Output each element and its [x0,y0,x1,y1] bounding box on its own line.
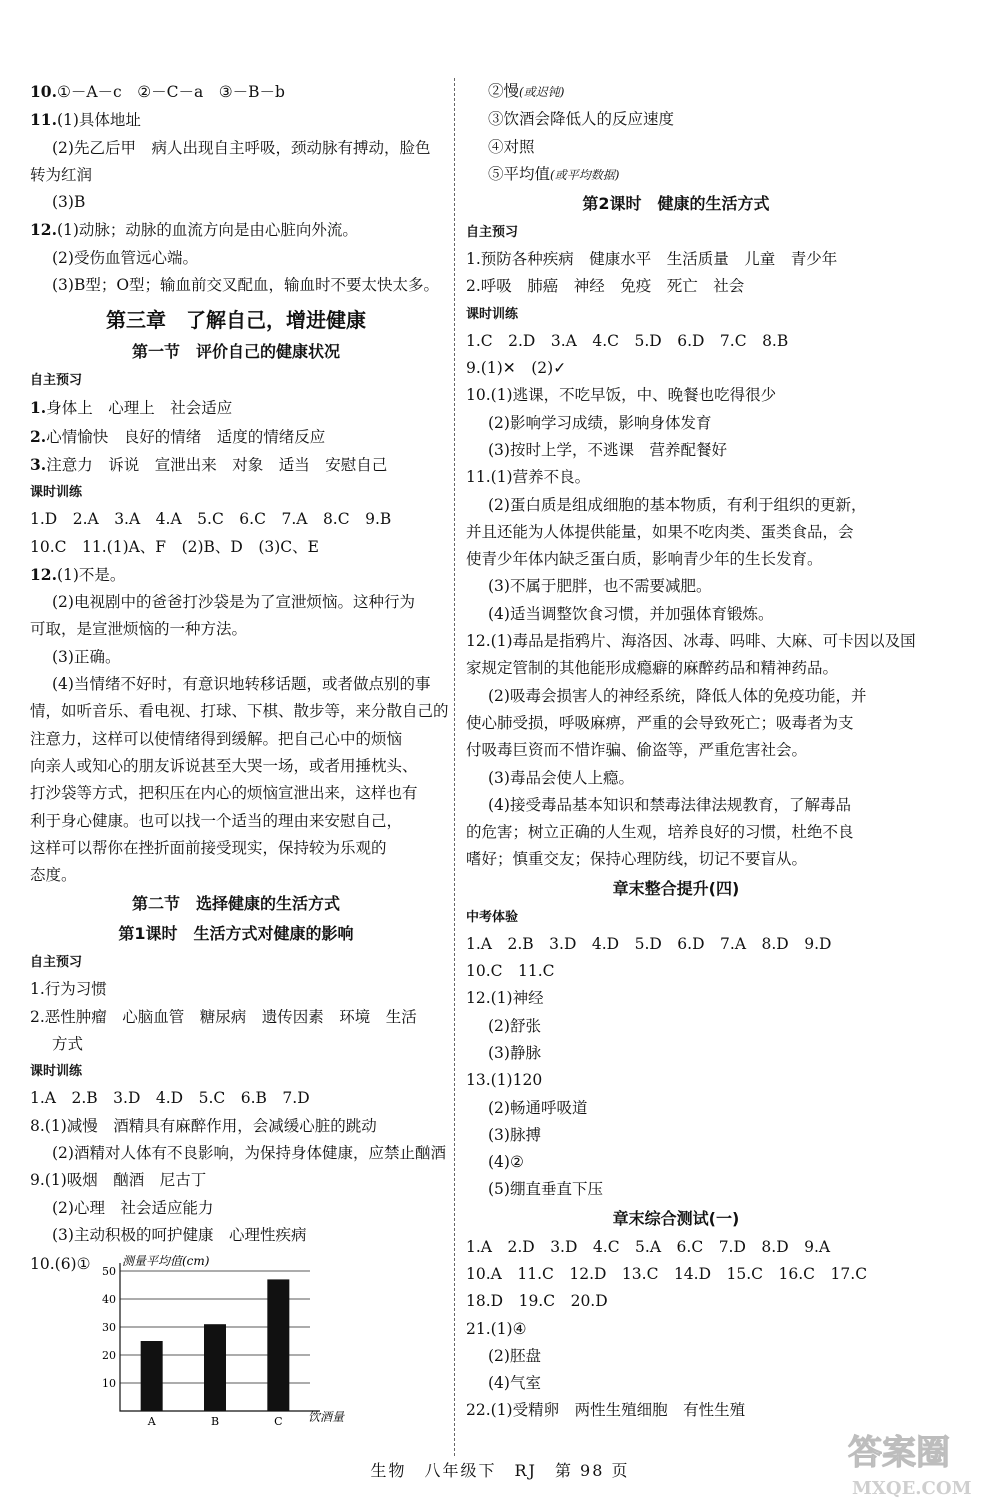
answer-line: 9.(1)吸烟 酗酒 尼古丁 [30,1171,207,1190]
answer-line: ④对照 [488,137,535,156]
answer-line: 使青少年体内缺乏蛋白质，影响青少年的生长发育。 [466,550,823,569]
x-axis-label: 饮酒量 [308,1410,345,1425]
section-title: 第一节 评价自己的健康状况 [131,342,340,362]
answer-line: 转为红润 [30,165,93,184]
answer-line: 态度。 [30,866,77,885]
x-tick-label: A [147,1415,156,1427]
answer-line: (3)按时上学，不逃课 营养配餐好 [488,440,727,459]
answer-line: 1.A 2.D 3.D 4.C 5.A 6.C 7.D 8.D 9.A [466,1237,831,1256]
answer-line: 1.行为习惯 [30,980,107,999]
y-tick-label: 50 [102,1265,116,1279]
bar-C [267,1279,289,1411]
lesson-title: 第2课时 健康的生活方式 [582,194,770,214]
answer-line: (3)毒品会使人上瘾。 [488,768,634,787]
right-column [466,78,916,1425]
answer-line: 1.A 2.B 3.D 4.D 5.D 6.D 7.A 8.D 9.D [466,934,832,953]
answer-line: 18.D 19.C 20.D [466,1292,608,1311]
answer-line: ②慢(或迟钝) [488,82,565,100]
answer-line: (4)气室 [488,1374,541,1393]
answer-line: (4)接受毒品基本知识和禁毒法律法规教育，了解毒品 [488,795,851,814]
y-axis-label: 测量平均值(cm) [122,1254,210,1269]
answer-line: 嗜好；慎重交友；保持心理防线，切记不要盲从。 [466,850,808,869]
left-column [30,78,449,1427]
answer-line: 13.(1)120 [466,1071,543,1090]
answer-line: (4)适当调整饮食习惯，并加强体育锻炼。 [488,604,774,623]
answer-line: (3)B [52,193,86,212]
answer-line: 付吸毒巨资而不惜诈骗、偷盗等，严重危害社会。 [466,741,808,760]
chapter-title: 第三章 了解自己，增进健康 [106,308,366,333]
answer-line: (3)静脉 [488,1043,541,1062]
answer-line: 22.(1)受精卵 两性生殖细胞 有性生殖 [466,1401,746,1420]
answer-line: (2)受伤血管远心端。 [52,248,198,267]
answer-line: (2)胚盘 [488,1346,541,1365]
answer-line: (4)当情绪不好时，有意识地转移话题，或者做点别的事 [52,675,431,694]
bar-chart-svg [90,1251,390,1426]
answer-line: (5)绷直垂直下压 [488,1180,603,1199]
answer-line: 1.C 2.D 3.A 4.C 5.D 6.D 7.C 8.B [466,331,789,350]
answer-line: 1.身体上 心理上 社会适应 [30,398,233,418]
section-title: 章末综合测试(一) [612,1208,740,1228]
answer-line: 12.(1)动脉；动脉的血流方向是由心脏向外流。 [30,220,358,240]
answer-line: (2)酒精对人体有不良影响，为保持身体健康，应禁止酗酒 [52,1143,446,1162]
answer-line: (3)不属于肥胖，也不需要减肥。 [488,577,712,596]
section-label: 中考体验 [466,909,519,925]
answer-line: 1.D 2.A 3.A 4.A 5.C 6.C 7.A 8.C 9.B [30,510,392,529]
answer-line: 10.(1)逃课，不吃早饭，中、晚餐也吃得很少 [466,386,777,405]
answer-line: (2)影响学习成绩，影响身体发育 [488,413,712,432]
answer-line: 打沙袋等方式，把积压在内心的烦恼宣泄出来，这样也有 [30,784,418,803]
answer-line: 8.(1)减慢 酒精具有麻醉作用，会减缓心脏的跳动 [30,1116,377,1135]
answer-line: (2)舒张 [488,1016,541,1035]
x-tick-label: C [274,1415,283,1427]
bar-A [141,1341,163,1411]
answer-line: 这样可以帮你在挫折面前接受现实，保持较为乐观的 [30,838,387,857]
answer-line: 的危害；树立正确的人生观，培养良好的习惯，杜绝不良 [466,823,854,842]
answer-line: 11.(1)具体地址 [30,110,141,130]
answer-line: (3)B型；O型；输血前交叉配血，输血时不要太快太多。 [52,276,440,295]
watermark-text: 答案圈 [848,1433,950,1473]
answer-line: 情，如听音乐、看电视、打球、下棋、散步等，来分散自己的 [30,702,449,721]
answer-line: 10.A 11.C 12.D 13.C 14.D 15.C 16.C 17.C [466,1264,868,1283]
answer-line: 并且还能为人体提供能量，如果不吃肉类、蛋类食品，会 [466,522,854,541]
answer-line: 2.心情愉快 良好的情绪 适度的情绪反应 [30,426,326,446]
answer-line: (2)电视剧中的爸爸打沙袋是为了宣泄烦恼。这种行为 [52,593,415,612]
question-label: 10.(6)① [30,1255,91,1274]
answer-line: 可取，是宣泄烦恼的一种方法。 [30,620,248,639]
section-title: 章末整合提升(四) [612,878,740,898]
answer-line: 10.①－A－c ②－C－a ③－B－b [30,82,285,101]
watermark-logo [842,1420,992,1500]
page-footer: 生物 八年级下 RJ 第 98 页 [370,1461,630,1480]
section-label: 课时训练 [30,485,83,501]
answer-line: 12.(1)毒品是指鸦片、海洛因、冰毒、吗啡、大麻、可卡因以及国 [466,632,916,651]
answer-line: 注意力，这样可以使情绪得到缓解。把自己心中的烦恼 [30,729,403,748]
answer-line: (2)先乙后甲 病人出现自主呼吸，颈动脉有搏动，脸色 [52,138,431,157]
answer-line: 12.(1)不是。 [30,564,126,584]
answer-line: 向亲人或知心的朋友诉说甚至大哭一场，或者用捶枕头、 [30,756,418,775]
answer-line: 11.(1)营养不良。 [466,468,591,487]
answer-line: 家规定管制的其他能形成瘾癖的麻醉药品和精神药品。 [466,659,839,678]
answer-line: 方式 [52,1035,84,1054]
answer-line: (3)主动积极的呵护健康 心理性疾病 [52,1225,307,1244]
answer-line: (2)畅通呼吸道 [488,1098,588,1117]
answer-line: (2)蛋白质是组成细胞的基本物质，有利于组织的更新， [488,495,867,514]
answer-line: (4)② [488,1153,524,1172]
section-label: 课时训练 [30,1064,83,1080]
y-tick-label: 30 [102,1321,116,1335]
section-title: 第二节 选择健康的生活方式 [131,894,340,914]
y-tick-label: 40 [102,1293,116,1307]
answer-line: 9.(1)✕ (2)✓ [466,359,567,378]
answer-line: 1.预防各种疾病 健康水平 生活质量 儿童 青少年 [466,250,838,269]
bar-B [204,1324,226,1411]
answer-line: 10.C 11.(1)A、F (2)B、D (3)C、E [30,537,319,556]
x-tick-label: B [210,1415,220,1427]
y-tick-label: 10 [102,1377,116,1391]
answer-line: 21.(1)④ [466,1319,527,1338]
answer-line: (3)脉搏 [488,1125,541,1144]
answer-line: (3)正确。 [52,647,121,666]
answer-line: 2.呼吸 肺癌 神经 免疫 死亡 社会 [466,277,745,296]
section-label: 自主预习 [466,225,519,241]
answer-line: 利于身心健康。也可以找一个适当的理由来安慰自己， [30,811,403,830]
bar-chart [30,1251,442,1426]
watermark-url: MXQE.COM [852,1478,972,1499]
lesson-title: 第1课时 生活方式对健康的影响 [118,924,354,944]
answer-line: ③饮酒会降低人的反应速度 [488,110,675,129]
answer-line: (2)吸毒会损害人的神经系统，降低人体的免疫功能，并 [488,686,867,705]
section-label: 自主预习 [30,373,83,389]
column-divider [454,78,455,1456]
answer-line: 2.恶性肿瘤 心脑血管 糖尿病 遗传因素 环境 生活 [30,1007,417,1026]
answer-line: 1.A 2.B 3.D 4.D 5.C 6.B 7.D [30,1089,310,1108]
section-label: 课时训练 [466,306,519,322]
answer-line: 12.(1)神经 [466,989,544,1008]
section-label: 自主预习 [30,955,83,971]
answer-line: 3.注意力 诉说 宣泄出来 对象 适当 安慰自己 [30,454,388,474]
y-tick-label: 20 [102,1349,116,1363]
answer-line: 10.C 11.C [466,962,555,981]
answer-line: ⑤平均值(或平均数据) [488,164,620,183]
answer-line: 使心肺受损，呼吸麻痹，严重的会导致死亡；吸毒者为支 [466,713,854,732]
answer-line: (2)心理 社会适应能力 [52,1198,214,1217]
